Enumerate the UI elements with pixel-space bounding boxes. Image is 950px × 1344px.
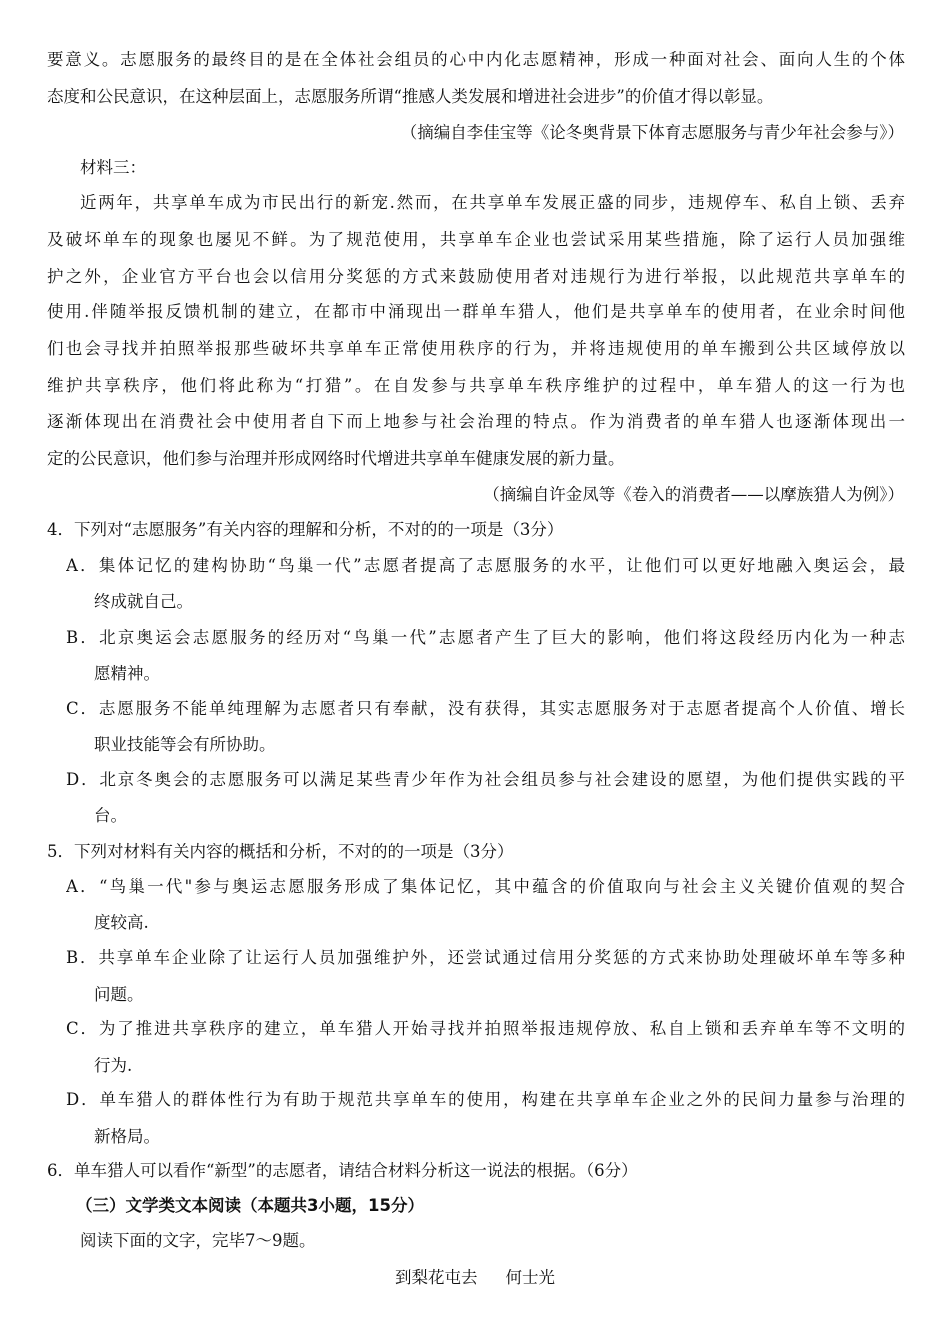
- section3-instruction: 阅读下面的文字，完毕7～9题。: [80, 1231, 316, 1250]
- q5-option-d[interactable]: [66, 1088, 905, 1112]
- q4-option-a[interactable]: [66, 554, 905, 578]
- material3-line-5: 们也会寻找并拍照举报那些破坏共享单车正常使用秩序的行为，并将违规使用的单车搬到公共区域停放以: [47, 339, 905, 358]
- material3-line-1: 近两年，共享单车成为市民出行的新宠.然而，在共享单车发展正盛的同步，违规停车、私自上锁、丢弃: [80, 193, 905, 212]
- q4-option-b-text-1: 北京奥运会志愿服务的经历对“鸟巢一代”志愿者产生了巨大的影响，他们将这段经历内化为一种志: [99, 628, 905, 647]
- material2-source: （摘编自李佳宝等《论冬奥背景下体育志愿服务与青少年社会参与》）: [400, 123, 904, 142]
- q5-option-b-text-2: 问题。: [94, 985, 144, 1004]
- q5-option-c[interactable]: [66, 1017, 905, 1041]
- q5-option-a-label: A．: [66, 877, 99, 896]
- material3-line-3: 护之外，企业官方平台也会以信用分奖惩的方式来鼓励使用者对违规行为进行举报，以此规范共享单车的: [47, 267, 905, 286]
- q5-option-b-text-1: 共享单车企业除了让运行人员加强维护外，还尝试通过信用分奖惩的方式来协助处理破坏单车等多种: [98, 948, 905, 967]
- q4-option-c-label: C．: [66, 699, 99, 718]
- q5-option-c-text-1: 为了推进共享秩序的建立，单车猎人开始寻找并拍照举报违规停放、私自上锁和丢弃单车等不文明的: [98, 1019, 905, 1038]
- q4-option-d-text-2: 台。: [94, 806, 127, 825]
- material3-line-8: 定的公民意识，他们参与治理并形成网络时代增进共享单车健康发展的新力量。: [47, 449, 625, 468]
- material3-source: （摘编自许金凤等《卷入的消费者——以摩族猎人为例》）: [483, 485, 904, 504]
- section3-heading: （三）文学类文本阅读（本题共3小题，15分）: [76, 1196, 424, 1215]
- q4-option-d-text-1: 北京冬奥会的志愿服务可以满足某些青少年作为社会组员参与社会建设的愿望，为他们提供实践的平: [99, 770, 905, 789]
- material3-line-6: 维护共享秩序，他们将此称为“打猎”。在自发参与共享单车秩序维护的过程中，单车猎人的这一行为也: [47, 376, 905, 395]
- q5-option-a-text-2: 度较高.: [94, 913, 149, 932]
- material3-line-2: 及破坏单车的现象也屡见不鲜。为了规范使用，共享单车企业也尝试采用某些措施，除了运行人员加强维: [47, 230, 905, 249]
- story-title-line: [0, 1266, 950, 1290]
- q4-option-c-text-1: 志愿服务不能单纯理解为志愿者只有奉献，没有获得，其实志愿服务对于志愿者提高个人价值、增长: [98, 699, 905, 718]
- story-author: 何士光: [505, 1268, 555, 1287]
- story-title: 到梨花屯去: [395, 1268, 478, 1287]
- q5-option-d-label: D．: [66, 1090, 100, 1109]
- q4-option-a-text-1: 集体记忆的建构协助“鸟巢一代”志愿者提高了志愿服务的水平，让他们可以更好地融入奥运会，最: [98, 556, 905, 575]
- material2-line-2: 态度和公民意识，在这种层面上，志愿服务所谓“推感人类发展和增进社会进步”的价值才得以彰显。: [47, 87, 774, 106]
- material2-line-1: 要意义。志愿服务的最终目的是在全体社会组员的心中内化志愿精神，形成一种面对社会、面向人生的个体: [47, 50, 905, 69]
- q4-option-a-text-2: 终成就自己。: [94, 592, 193, 611]
- material3-line-4: 使用.伴随举报反馈机制的建立，在都市中涌现出一群单车猎人，他们是共享单车的使用者，在业余时间他: [47, 302, 905, 321]
- q4-stem: 4．下列对“志愿服务”有关内容的理解和分析，不对的的一项是（3分）: [47, 520, 564, 539]
- q5-option-b-label: B．: [66, 948, 99, 967]
- material3-heading: 材料三：: [80, 158, 146, 177]
- q4-option-b[interactable]: [66, 626, 905, 650]
- q5-option-a[interactable]: [66, 875, 905, 899]
- q4-option-b-label: B．: [66, 628, 100, 647]
- q5-stem: 5．下列对材料有关内容的概括和分析，不对的的一项是（3分）: [47, 842, 514, 861]
- q4-option-a-label: A．: [66, 556, 99, 575]
- material3-line-7: 逐渐体现出在消费社会中使用者自下而上地参与社会治理的特点。作为消费者的单车猎人也逐渐体现出一: [47, 412, 905, 431]
- q5-option-c-text-2: 行为.: [94, 1056, 133, 1075]
- q5-option-d-text-1: 单车猎人的群体性行为有助于规范共享单车的使用，构建在共享单车企业之外的民间力量参与治理的: [99, 1090, 905, 1109]
- q6-stem: 6．单车猎人可以看作“新型”的志愿者，请结合材料分析这一说法的根据。（6分）: [47, 1161, 638, 1180]
- q5-option-a-text-1: “鸟巢一代"参与奥运志愿服务形成了集体记忆，其中蕴含的价值取向与社会主义关键价值观的契合: [98, 877, 905, 896]
- q4-option-b-text-2: 愿精神。: [94, 664, 160, 683]
- q5-option-c-label: C．: [66, 1019, 99, 1038]
- q5-option-d-text-2: 新格局。: [94, 1127, 160, 1146]
- q5-option-b[interactable]: [66, 946, 905, 970]
- q4-option-c-text-2: 职业技能等会有所协助。: [94, 735, 276, 754]
- q4-option-d[interactable]: [66, 768, 905, 792]
- q4-option-d-label: D．: [66, 770, 100, 789]
- q4-option-c[interactable]: [66, 697, 905, 721]
